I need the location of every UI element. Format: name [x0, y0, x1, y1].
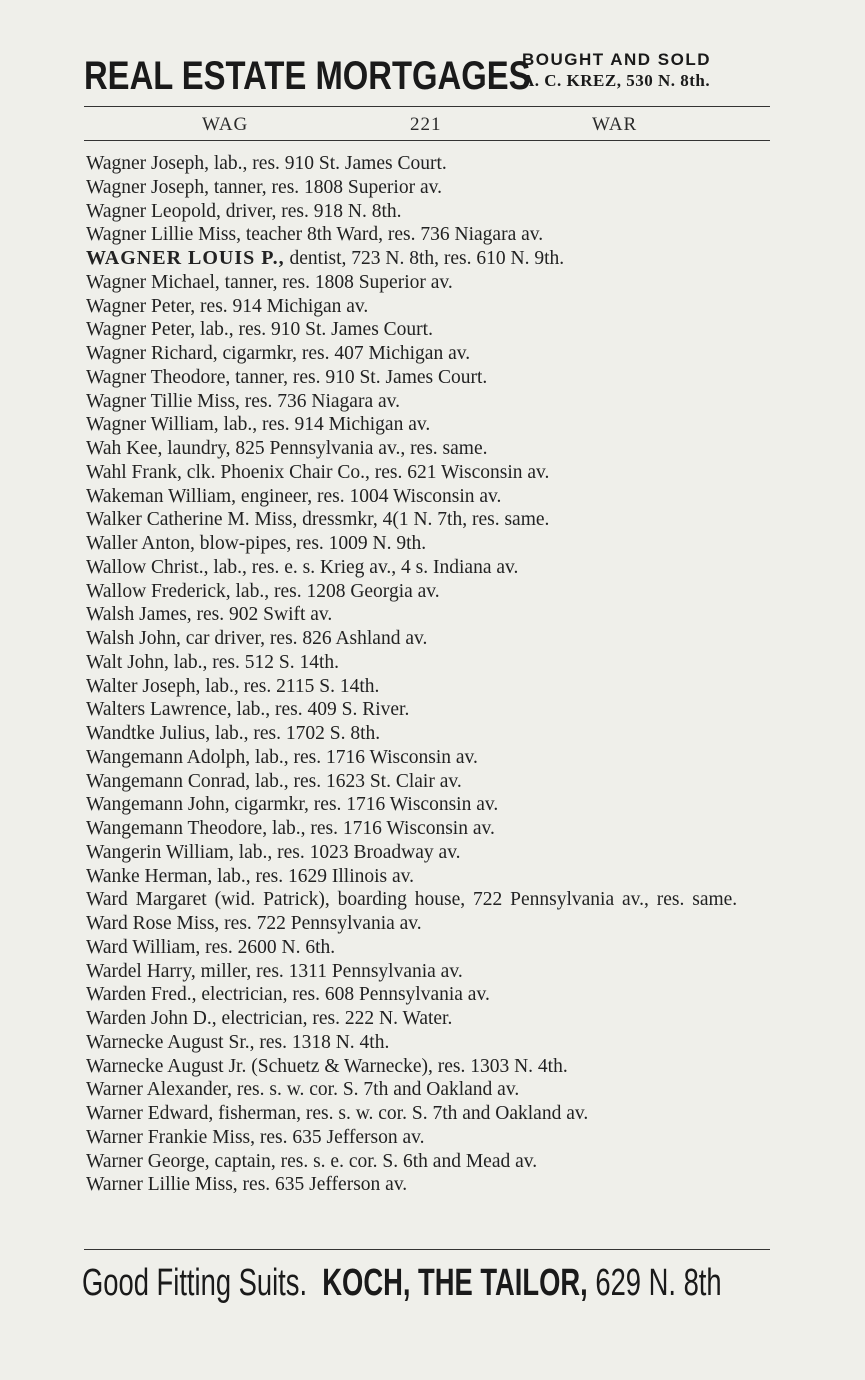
footer-rule [84, 1249, 770, 1250]
footer-ad-name: KOCH, THE TAILOR, [322, 1262, 588, 1304]
entry-text: Warner Frankie Miss, res. 635 Jefferson av. [86, 1126, 425, 1148]
directory-entries [86, 152, 774, 1197]
directory-entry [86, 698, 774, 722]
directory-entry [86, 1150, 774, 1174]
entry-text: Warner Alexander, res. s. w. cor. S. 7th and Oakland av. [86, 1079, 520, 1101]
entry-text: Wagner Joseph, lab., res. 910 St. James Court. [86, 153, 447, 174]
directory-entry [86, 793, 774, 817]
directory-entry [86, 841, 774, 865]
entry-text: Wardel Harry, miller, res. 1311 Pennsylvania av. [86, 960, 463, 982]
entry-text: Warner Lillie Miss, res. 635 Jefferson av. [86, 1174, 408, 1196]
footer-ad-address: 629 N. 8th [595, 1262, 722, 1304]
directory-entry [86, 1126, 774, 1150]
header-ad-line2: A. C. KREZ, 530 N. 8th. [522, 71, 711, 90]
directory-entry [86, 342, 774, 366]
directory-entry [86, 651, 774, 675]
directory-entry [86, 1173, 774, 1197]
entry-text: Wagner Peter, res. 914 Michigan av. [86, 295, 369, 317]
directory-entry [86, 390, 774, 414]
directory-entry [86, 1007, 774, 1031]
entry-text: Wakeman William, engineer, res. 1004 Wisconsin av. [86, 485, 502, 507]
entry-text: Wagner Michael, tanner, res. 1808 Superior av. [86, 271, 453, 293]
footer-advertisement [82, 1256, 772, 1308]
footer-ad-slogan: Good Fitting Suits. [82, 1262, 308, 1304]
entry-text: Wangemann Theodore, lab., res. 1716 Wisconsin av. [86, 818, 495, 839]
entry-text: Ward Margaret (wid. Patrick), boarding house, 722 Pennsylvania av., res. same. [86, 889, 738, 911]
entry-text: Wandtke Julius, lab., res. 1702 S. 8th. [86, 723, 381, 744]
directory-entry [86, 912, 774, 936]
directory-entry [86, 675, 774, 699]
directory-entry [86, 1031, 774, 1055]
entry-text: Wah Kee, laundry, 825 Pennsylvania av., res. same. [86, 438, 488, 459]
entry-text: Walt John, lab., res. 512 S. 14th. [86, 651, 339, 673]
directory-entry [86, 318, 774, 342]
entry-bold-name: WAGNER LOUIS P., [86, 247, 285, 269]
entry-text: Ward William, res. 2600 N. 6th. [86, 936, 336, 958]
entry-text: Warnecke August Jr. (Schuetz & Warnecke), res. 1303 N. 4th. [86, 1055, 568, 1077]
entry-text: Wallow Frederick, lab., res. 1208 Georgia av. [86, 580, 440, 602]
directory-entry [86, 485, 774, 509]
directory-entry [86, 437, 774, 461]
entry-text: Wagner William, lab., res. 914 Michigan av. [86, 414, 431, 436]
directory-entry [86, 627, 774, 651]
page-number: 221 [410, 114, 442, 135]
entry-text: Wagner Joseph, tanner, res. 1808 Superior av. [86, 176, 442, 198]
directory-entry [86, 1078, 774, 1102]
directory-entry [86, 295, 774, 319]
directory-entry [86, 770, 774, 794]
directory-entry [86, 580, 774, 604]
directory-entry [86, 271, 774, 295]
directory-entry [86, 223, 774, 247]
entry-text: Wagner Leopold, driver, res. 918 N. 8th. [86, 200, 402, 222]
entry-text: dentist, 723 N. 8th, res. 610 N. 9th. [284, 248, 565, 269]
directory-entry [86, 1102, 774, 1126]
directory-entry [86, 865, 774, 889]
directory-entry [86, 152, 774, 176]
entry-text: Wanke Herman, lab., res. 1629 Illinois av. [86, 865, 415, 887]
entry-text: Warner Edward, fisherman, res. s. w. cor. S. 7th and Oakland av. [86, 1103, 589, 1124]
entry-text: Wangemann Adolph, lab., res. 1716 Wisconsin av. [86, 746, 478, 768]
directory-entry [86, 200, 774, 224]
directory-entry [86, 366, 774, 390]
entry-text: Wangemann John, cigarmkr, res. 1716 Wisconsin av. [86, 794, 499, 816]
entry-text: Walter Joseph, lab., res. 2115 S. 14th. [86, 675, 380, 697]
entry-text: Wangemann Conrad, lab., res. 1623 St. Clair av. [86, 770, 462, 792]
header-rule [84, 106, 770, 107]
directory-entry [86, 508, 774, 532]
entry-text: Warnecke August Sr., res. 1318 N. 4th. [86, 1031, 390, 1053]
directory-entry [86, 247, 774, 271]
header-ad-details [522, 50, 774, 91]
directory-entry [86, 461, 774, 485]
entry-text: Walsh James, res. 902 Swift av. [86, 604, 333, 626]
entry-text: Wagner Lillie Miss, teacher 8th Ward, res. 736 Niagara av. [86, 224, 544, 246]
entry-text: Wangerin William, lab., res. 1023 Broadway av. [86, 841, 461, 863]
directory-entry [86, 176, 774, 200]
entry-text: Wagner Theodore, tanner, res. 910 St. James Court. [86, 366, 488, 388]
entry-text: Warner George, captain, res. s. e. cor. S. 6th and Mead av. [86, 1150, 538, 1172]
entry-text: Wagner Peter, lab., res. 910 St. James Court. [86, 319, 433, 341]
directory-entry [86, 960, 774, 984]
directory-entry [86, 603, 774, 627]
directory-entry [86, 936, 774, 960]
header-advertisement [84, 46, 774, 106]
directory-entry [86, 722, 774, 746]
directory-entry [86, 983, 774, 1007]
entry-text: Ward Rose Miss, res. 722 Pennsylvania av. [86, 913, 422, 934]
entry-text: Wagner Richard, cigarmkr, res. 407 Michigan av. [86, 343, 471, 364]
entry-text: Warden Fred., electrician, res. 608 Pennsylvania av. [86, 984, 490, 1006]
entry-text: Walters Lawrence, lab., res. 409 S. River. [86, 699, 410, 721]
entry-text: Walsh John, car driver, res. 826 Ashland av. [86, 628, 428, 649]
running-head-left: WAG [202, 114, 249, 135]
entry-text: Wahl Frank, clk. Phoenix Chair Co., res. 621 Wisconsin av. [86, 461, 550, 483]
entry-text: Wagner Tillie Miss, res. 736 Niagara av. [86, 390, 400, 412]
entry-text: Wallow Christ., lab., res. e. s. Krieg av., 4 s. Indiana av. [86, 556, 519, 578]
running-head [84, 114, 770, 140]
running-head-right: WAR [592, 114, 638, 135]
header-ad-line1: BOUGHT AND SOLD [522, 50, 712, 69]
running-head-rule [84, 140, 770, 141]
header-ad-title: REAL ESTATE MORTGAGES [84, 54, 531, 98]
directory-entry [86, 746, 774, 770]
entry-text: Warden John D., electrician, res. 222 N. Water. [86, 1008, 453, 1029]
directory-entry [86, 556, 774, 580]
directory-entry [86, 817, 774, 841]
directory-entry [86, 532, 774, 556]
directory-entry [86, 888, 774, 912]
directory-entry [86, 413, 774, 437]
entry-text: Waller Anton, blow-pipes, res. 1009 N. 9th. [86, 533, 427, 554]
directory-entry [86, 1055, 774, 1079]
entry-text: Walker Catherine M. Miss, dressmkr, 4(1 N. 7th, res. same. [86, 509, 550, 531]
